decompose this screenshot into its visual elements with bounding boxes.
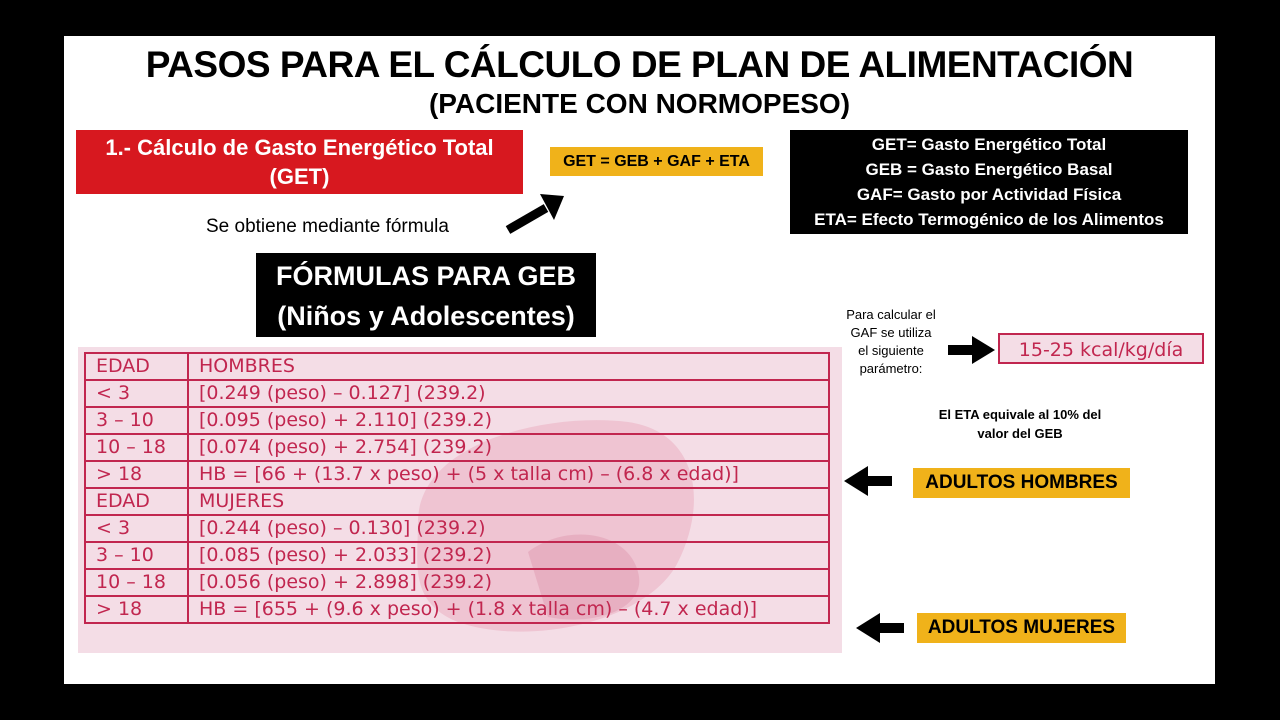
adultos-hombres-label: ADULTOS HOMBRES (913, 468, 1130, 498)
get-formula: GET = GEB + GAF + ETA (550, 147, 763, 176)
table-cell-edad: < 3 (85, 515, 188, 542)
adultos-mujeres-label: ADULTOS MUJERES (917, 613, 1126, 643)
eta-desc-line-1: El ETA equivale al 10% del (938, 407, 1102, 422)
table-row (85, 434, 829, 461)
definition-geb: GEB = Gasto Energético Basal (865, 160, 1113, 179)
table-cell-edad: 3 – 10 (85, 542, 188, 569)
geb-line-1: FÓRMULAS PARA GEB (276, 261, 576, 291)
table-cell-formula: HOMBRES (188, 353, 829, 380)
arrow-up-right-icon (504, 192, 566, 236)
table-cell-edad: EDAD (85, 488, 188, 515)
geb-line-2: (Niños y Adolescentes) (277, 301, 575, 331)
step-line-1: 1.- Cálculo de Gasto Energético Total (105, 135, 494, 160)
table-cell-formula: [0.085 (peso) + 2.033] (239.2) (188, 542, 829, 569)
geb-formulas-box (256, 253, 596, 337)
eta-desc-line-2: valor del GEB (977, 426, 1063, 441)
table-cell-edad: < 3 (85, 380, 188, 407)
geb-table (84, 352, 830, 624)
arrow-left-icon (856, 613, 904, 643)
table-cell-edad: EDAD (85, 353, 188, 380)
table-cell-edad: > 18 (85, 596, 188, 623)
step-get-box (76, 130, 523, 194)
arrow-left-icon (844, 466, 892, 496)
eta-description (910, 405, 1130, 443)
gaf-description (834, 306, 948, 378)
table-row (85, 515, 829, 542)
gaf-desc-line-1: Para calcular el (846, 307, 936, 322)
step-line-2: (GET) (269, 164, 330, 189)
table-cell-formula: [0.095 (peso) + 2.110] (239.2) (188, 407, 829, 434)
table-row (85, 542, 829, 569)
table-row (85, 596, 829, 623)
table-row (85, 407, 829, 434)
table-cell-edad: > 18 (85, 461, 188, 488)
table-cell-formula: [0.056 (peso) + 2.898] (239.2) (188, 569, 829, 596)
table-cell-formula: [0.249 (peso) – 0.127] (239.2) (188, 380, 829, 407)
table-cell-formula: MUJERES (188, 488, 829, 515)
page-title: PASOS PARA EL CÁLCULO DE PLAN DE ALIMENTACIÓN (145, 44, 1134, 85)
table-row (85, 353, 829, 380)
arrow-right-icon (948, 336, 996, 364)
definition-gaf: GAF= Gasto por Actividad Física (856, 185, 1122, 204)
table-cell-edad: 3 – 10 (85, 407, 188, 434)
table-row (85, 461, 829, 488)
gaf-desc-line-3: el siguiente (858, 343, 924, 358)
definition-eta: ETA= Efecto Termogénico de los Alimentos (814, 210, 1164, 229)
table-cell-formula: [0.074 (peso) + 2.754] (239.2) (188, 434, 829, 461)
table-cell-edad: 10 – 18 (85, 434, 188, 461)
table-cell-formula: [0.244 (peso) – 0.130] (239.2) (188, 515, 829, 542)
table-cell-formula: HB = [655 + (9.6 x peso) + (1.8 x talla cm) – (4.7 x edad)] (188, 596, 829, 623)
definition-get: GET= Gasto Energético Total (871, 135, 1107, 154)
geb-table-image (78, 347, 842, 653)
table-cell-edad: 10 – 18 (85, 569, 188, 596)
gaf-desc-line-2: GAF se utiliza (850, 325, 932, 340)
se-obtiene-text: Se obtiene mediante fórmula (206, 216, 449, 237)
definitions-box (790, 130, 1188, 234)
page-subtitle: (PACIENTE CON NORMOPESO) (428, 88, 851, 119)
table-cell-formula: HB = [66 + (13.7 x peso) + (5 x talla cm) – (6.8 x edad)] (188, 461, 829, 488)
gaf-desc-line-4: parámetro: (859, 361, 923, 376)
table-row (85, 380, 829, 407)
gaf-value: 15-25 kcal/kg/día (998, 333, 1204, 364)
table-row (85, 569, 829, 596)
slide (64, 36, 1215, 684)
table-row (85, 488, 829, 515)
